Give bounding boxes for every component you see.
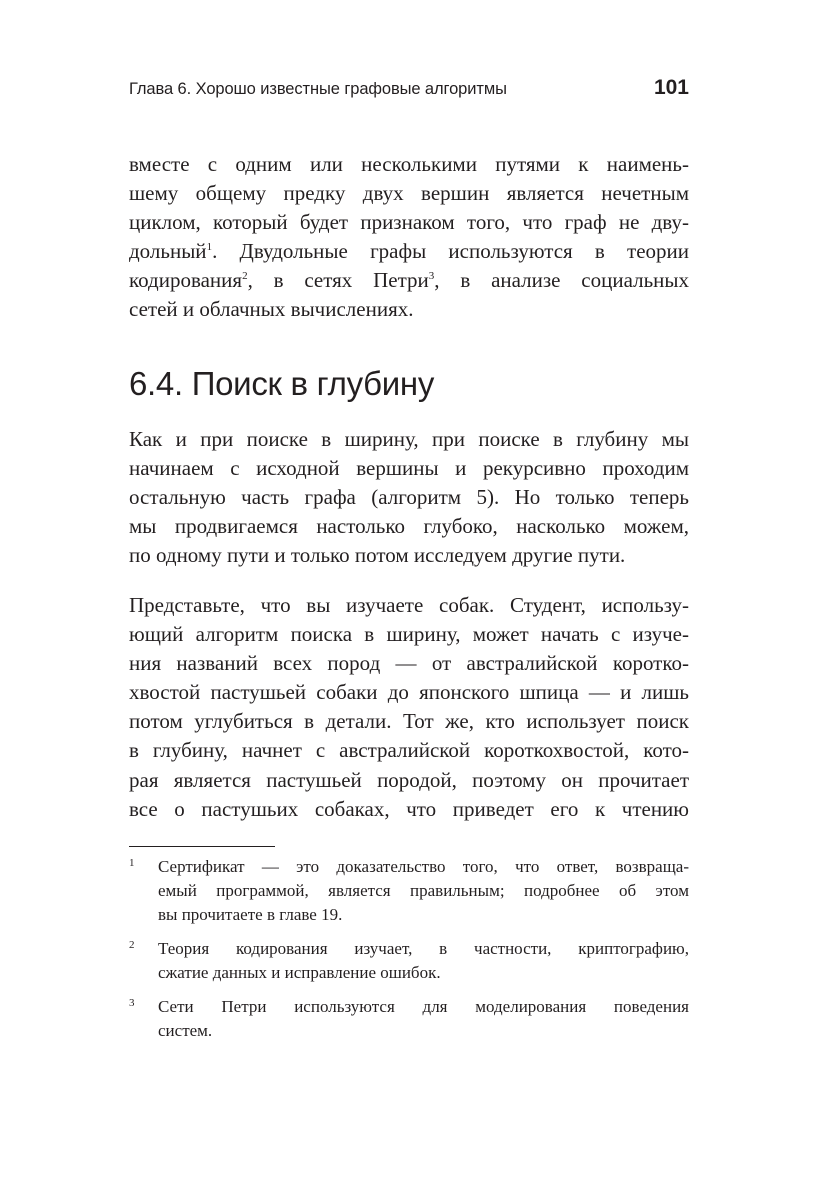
- text-line: все о пастушьих собаках, что приведет его к чтению: [129, 796, 689, 821]
- text-line: по одному пути и только потом исследуем другие пути.: [129, 543, 626, 568]
- paragraph-2: [129, 425, 689, 570]
- text-line: сетей и облачных вычислениях.: [129, 297, 414, 322]
- text-line: ющий алгоритм поиска в ширину, может начать с изуче-: [129, 622, 689, 647]
- text-segment: , в сетях Петри: [247, 268, 429, 293]
- footnote-number: 1: [129, 857, 135, 869]
- paragraph-1: [129, 150, 689, 325]
- footnote-divider: [129, 846, 275, 847]
- chapter-title: Глава 6. Хорошо известные графовые алгоритмы: [129, 80, 507, 98]
- footnote-ref-1[interactable]: 1: [206, 241, 213, 254]
- footnote-ref-3[interactable]: 3: [428, 270, 435, 283]
- text-line: [129, 266, 689, 295]
- text-line: циклом, который будет признаком того, что граф не дву-: [129, 210, 689, 235]
- text-line: остальную часть графа (алгоритм 5). Но только теперь: [129, 485, 689, 510]
- text-line: Представьте, что вы изучаете собак. Студент, использу-: [129, 593, 689, 617]
- page-number: 101: [653, 76, 689, 99]
- text-line: начинаем с исходной вершины и рекурсивно проходим: [129, 456, 689, 481]
- text-line: вместе с одним или несколькими путями к наимень-: [129, 152, 689, 176]
- text-segment: . Двудольные графы используются в теории: [212, 239, 689, 264]
- footnote-line: Сертификат — это доказательство того, что ответ, возвраща-: [158, 857, 689, 876]
- footnote-number: 3: [129, 997, 135, 1009]
- text-segment: дольный: [129, 239, 207, 264]
- text-line: [129, 237, 689, 266]
- footnote-line: Теория кодирования изучает, в частности, криптографию,: [158, 939, 689, 958]
- text-line: в глубину, начнет с австралийской короткохвостой, кото-: [129, 738, 689, 763]
- text-line: шему общему предку двух вершин является нечетным: [129, 181, 689, 206]
- footnote-line: сжатие данных и исправление ошибок.: [158, 963, 441, 982]
- text-line: Как и при поиске в ширину, при поиске в глубину мы: [129, 427, 689, 451]
- footnote-number: 2: [129, 939, 135, 951]
- footnote-line: систем.: [158, 1021, 213, 1040]
- text-line: хвостой пастушьей собаки до японского шпица — и лишь: [129, 680, 689, 705]
- running-head: [129, 76, 689, 106]
- footnote-line: вы прочитаете в главе 19.: [158, 905, 343, 924]
- paragraph-3: [129, 591, 689, 824]
- footnote-line: емый программой, является правильным; подробнее об этом: [158, 881, 689, 900]
- footnote-line: Сети Петри используются для моделирования поведения: [158, 997, 689, 1016]
- text-line: потом углубиться в детали. Тот же, кто использует поиск: [129, 709, 689, 734]
- text-segment: кодирования: [129, 268, 243, 293]
- section-heading: 6.4. Поиск в глубину: [129, 365, 435, 402]
- text-segment: , в анализе социальных: [434, 268, 689, 293]
- footnote-ref-2[interactable]: 2: [242, 270, 248, 283]
- footnote-text: [158, 937, 689, 985]
- text-line: мы продвигаемся настолько глубоко, насколько можем,: [129, 514, 689, 539]
- footnote-text: [158, 855, 689, 927]
- footnote-text: [158, 995, 689, 1043]
- text-line: ния названий всех пород — от австралийской коротко-: [129, 651, 689, 676]
- text-line: рая является пастушьей породой, поэтому он прочитает: [129, 767, 689, 792]
